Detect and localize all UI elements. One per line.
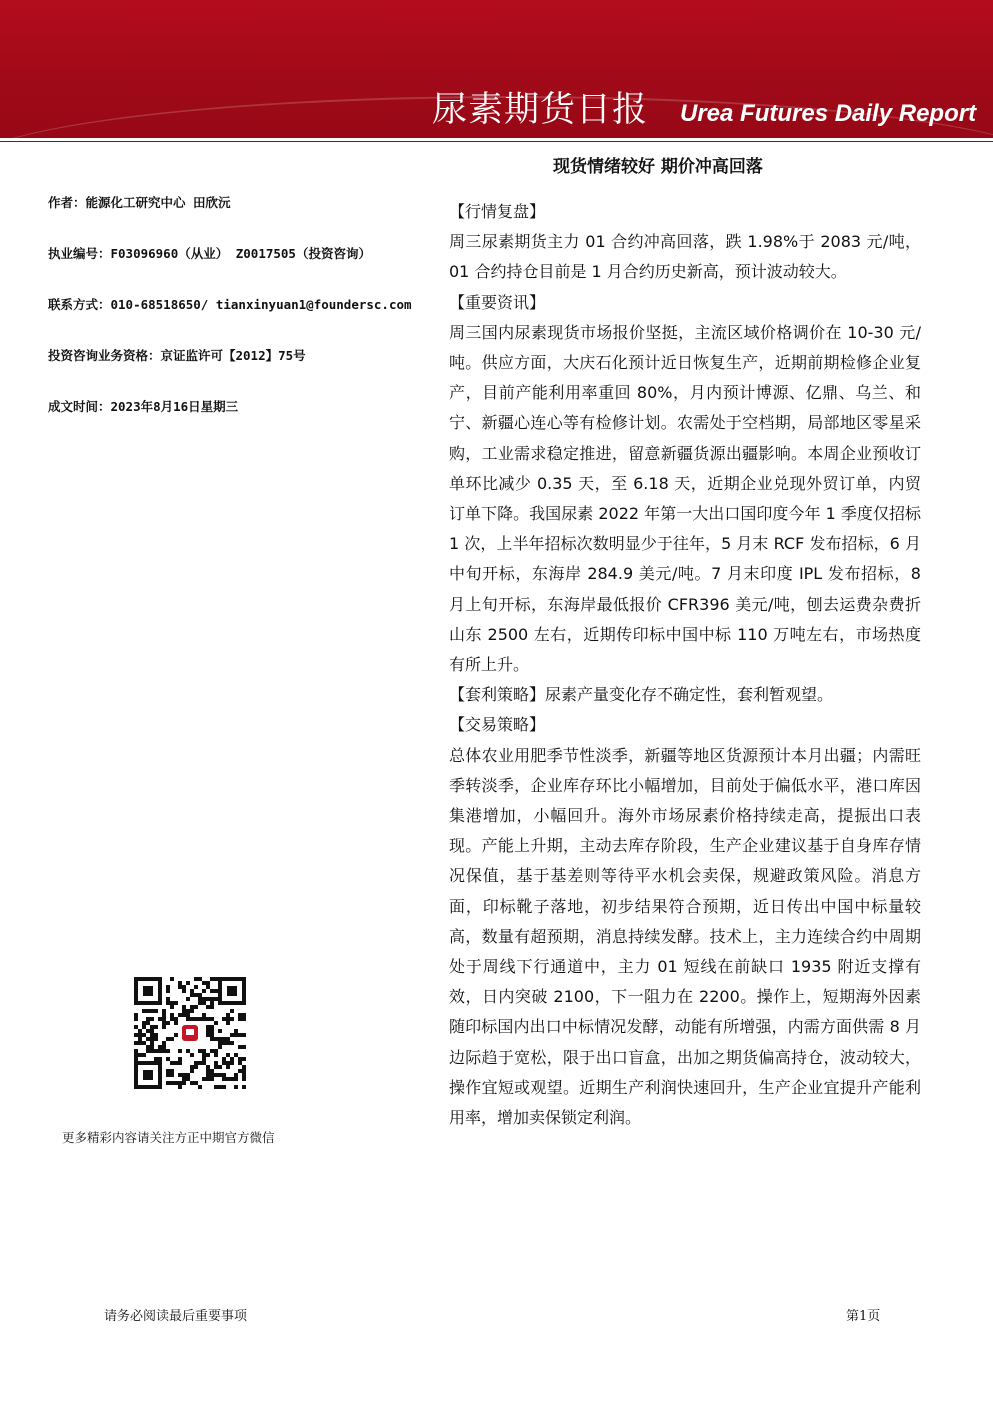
section-arbitrage	[449, 680, 921, 710]
footer-notice: 请务必阅读最后重要事项	[104, 1309, 248, 1324]
section-title-trading: 【交易策略】	[449, 715, 546, 735]
header-banner	[0, 0, 993, 138]
qr-caption: 更多精彩内容请关注方正中期官方微信	[62, 1130, 275, 1145]
page-number: 第1页	[846, 1309, 881, 1324]
section-title-market-review: 【行情复盘】	[449, 202, 546, 221]
header-divider	[0, 141, 993, 142]
qr-code-icon	[134, 977, 246, 1089]
report-title-en: Urea Futures Daily Report	[680, 100, 977, 127]
license-line: 执业编号：F03096960（从业） Z0017505（投资咨询）	[48, 246, 371, 261]
report-title-cn: 尿素期货日报	[432, 90, 649, 130]
section-text-arbitrage: 尿素产量变化存不确定性，套利暂观望。	[545, 685, 834, 705]
section-text-trading: 总体农业用肥季节性淡季，新疆等地区货源预计本月出疆；内需旺季转淡季，企业库存环比小幅增加，目前处于偏低水平，港口库因集港增加，小幅回升。海外市场尿素价格持续走高，提振出口表现。产能上升期，主动去库存阶段，生产企业建议基于自身库存情况保值，基于基差则等待平水机会卖保，规避政策风险。消息方面，印标靴子落地，初步结果符合预期，近日传出中国中标量较高，数量有超预期，消息持续发酵。技术上，主力连续合约中周期处于周线下行通道中，主力 01 短线在前缺口 1935 附近支撑有效，日内突破 2100，下一阻力在 2200。操作上，短期海外因素随印标国内出口中标情况发酵，动能有所增强，内需方面供需 8 月边际趋于宽松，限于出口盲盒，出加之期货偏高持仓，波动较大，操作宜短或观望。近期生产利润快速回升，生产企业宜提升产能利用率，增加卖保锁定利润。	[449, 745, 921, 1128]
contact-line: 联系方式：010-68518650/ tianxinyuan1@foundersc.com	[48, 297, 412, 312]
headline: 现货情绪较好 期价冲高回落	[553, 157, 763, 177]
author-line: 作者：能源化工研究中心 田欣沅	[48, 195, 231, 210]
report-body	[449, 197, 921, 1133]
section-text-market-review: 周三尿素期货主力 01 合约冲高回落，跌 1.98%于 2083 元/吨，01 合约持仓目前是 1 月合约历史新高，预计波动较大。	[449, 232, 921, 282]
date-line: 成文时间：2023年8月16日星期三	[48, 399, 239, 414]
author-info	[48, 192, 448, 447]
qualification-line: 投资咨询业务资格：京证监许可【2012】75号	[48, 348, 306, 363]
section-text-key-info: 周三国内尿素现货市场报价坚挺，主流区域价格调价在 10-30 元/吨。供应方面，大庆石化预计近日恢复生产，近期前期检修企业复产，目前产能利用率重回 80%，月内预计博源、亿鼎、乌兰、和宁、新疆心连心等有检修计划。农需处于空档期，局部地区零星采购，工业需求稳定推进，留意新疆货源出疆影响。本周企业预收订单环比减少 0.35 天，至 6.18 天，近期企业兑现外贸订单，内贸订单下降。我国尿素 2022 年第一大出口国印度今年 1 季度仅招标 1 次，上半年招标次数明显少于往年，5 月末 RCF 发布招标，6 月中旬开标，东海岸 284.9 美元/吨。7 月末印度 IPL 发布招标，8 月上旬开标，东海岸最低报价 CFR396 美元/吨，刨去运费杂费折山东 2500 左右，近期传印标中国中标 110 万吨左右，市场热度有所上升。	[449, 322, 921, 675]
section-title-key-info: 【重要资讯】	[449, 292, 546, 312]
section-title-arbitrage: 【套利策略】	[449, 685, 546, 705]
